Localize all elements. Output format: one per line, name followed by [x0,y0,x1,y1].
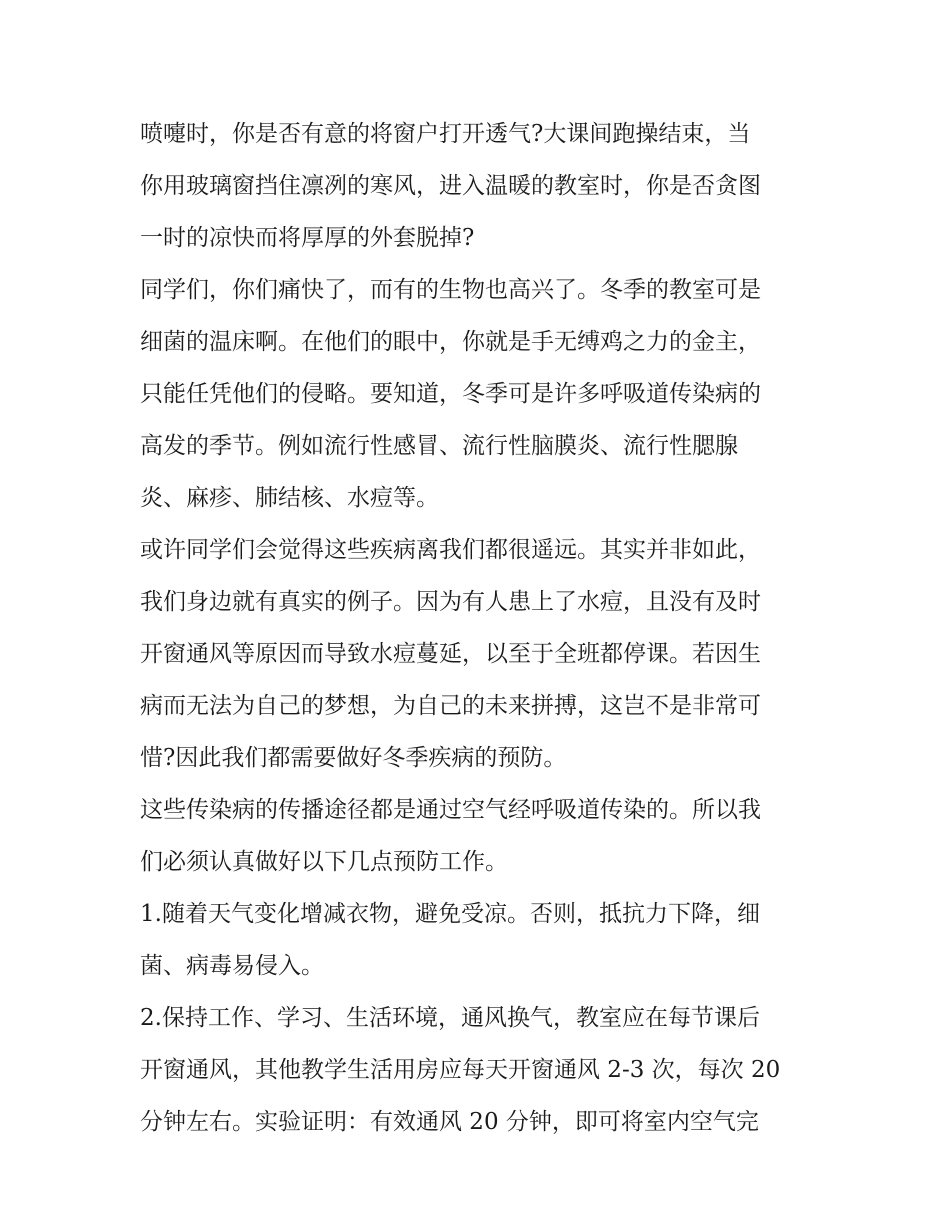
text-line: 细菌的温床啊。在他们的眼中，你就是手无缚鸡之力的金主， [140,329,761,355]
text-line: 高发的季节。例如流行性感冒、流行性脑膜炎、流行性腮腺 [140,433,738,459]
text-line: 或许同学们会觉得这些疾病离我们都很遥远。其实并非如此， [140,537,761,563]
text-line: 菌、病毒易侵入。 [140,953,324,979]
text-line: 病而无法为自己的梦想，为自己的未来拼搏，这岂不是非常可 [140,693,761,719]
text-line: 炎、麻疹、肺结核、水痘等。 [140,485,439,511]
text-line: 这些传染病的传播途径都是通过空气经呼吸道传染的。所以我 [140,797,761,823]
text-line: 们必须认真做好以下几点预防工作。 [140,849,508,875]
text-line: 你用玻璃窗挡住凛冽的寒风，进入温暖的教室时，你是否贪图 [140,173,761,199]
text-line: 1.随着天气变化增减衣物，避免受凉。否则，抵抗力下降，细 [140,901,760,927]
text-line: 同学们，你们痛快了，而有的生物也高兴了。冬季的教室可是 [140,277,761,303]
text-line: 喷嚏时，你是否有意的将窗户打开透气?大课间跑操结束，当 [140,121,751,147]
body-text [140,108,820,1148]
text-line: 我们身边就有真实的例子。因为有人患上了水痘，且没有及时 [140,589,761,615]
text-line: 开窗通风等原因而导致水痘蔓延，以至于全班都停课。若因生 [140,641,761,667]
text-line: 分钟左右。实验证明：有效通风 20 分钟，即可将室内空气完 [140,1109,759,1135]
text-line: 一时的凉快而将厚厚的外套脱掉? [140,225,475,251]
text-line: 惜?因此我们都需要做好冬季疾病的预防。 [140,745,567,771]
text-line: 开窗通风，其他教学生活用房应每天开窗通风 2-3 次，每次 20 [140,1057,781,1083]
text-line: 只能任凭他们的侵略。要知道，冬季可是许多呼吸道传染病的 [140,381,761,407]
text-line: 2.保持工作、学习、生活环境，通风换气，教室应在每节课后 [140,1005,760,1031]
